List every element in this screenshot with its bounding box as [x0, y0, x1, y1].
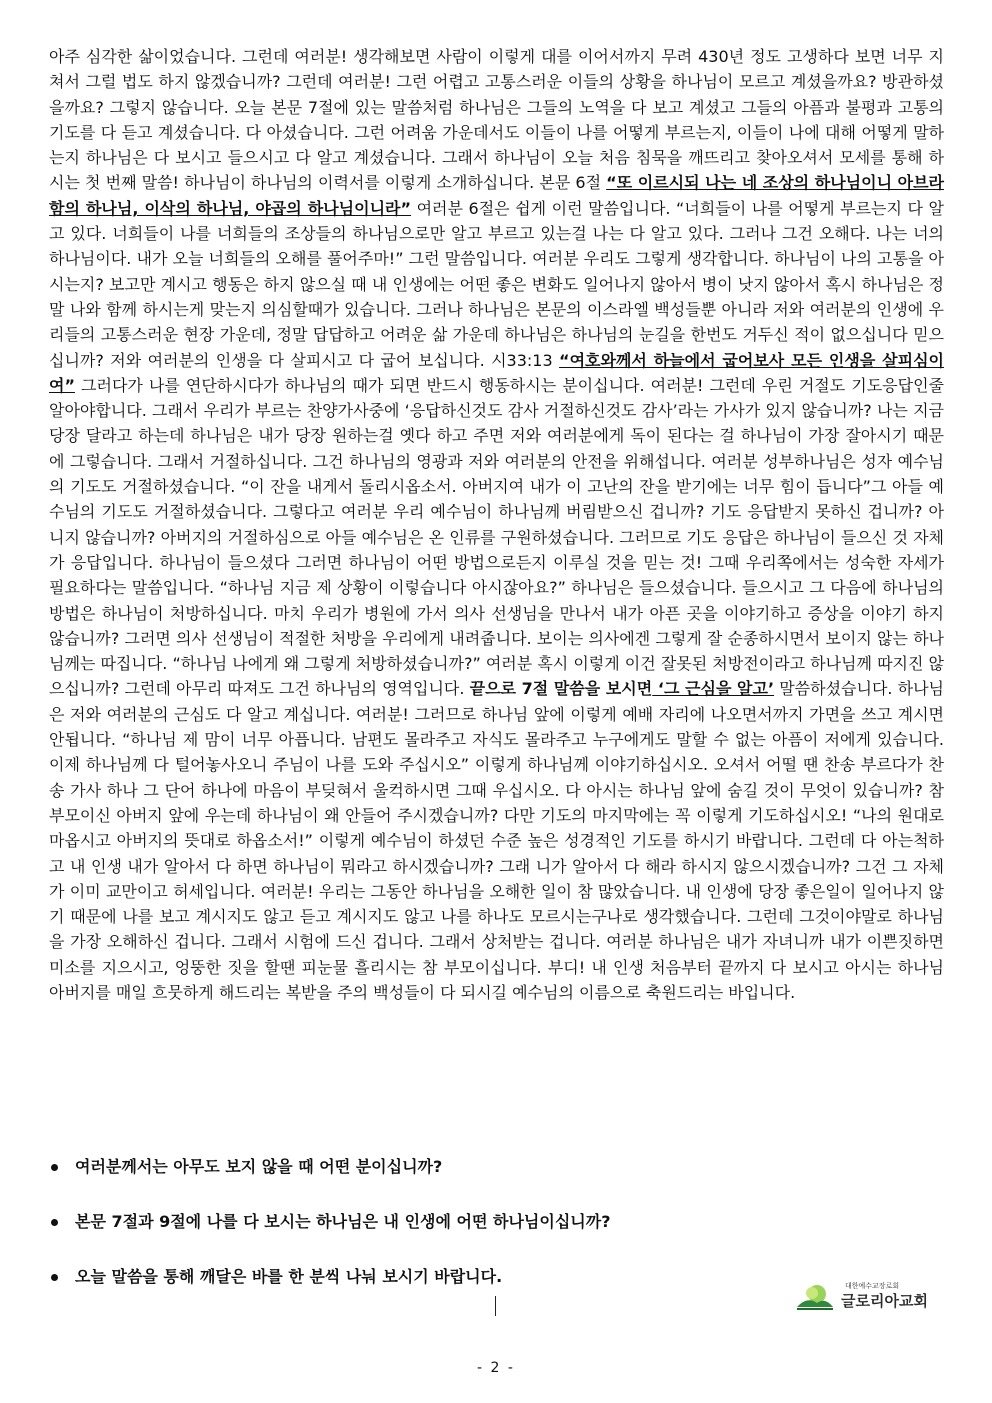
divider: [495, 1296, 496, 1316]
scripture-quote: “여호와께서 하늘에서 굽어보사 모든 인생을 살피심이여”: [49, 350, 944, 395]
church-name: 글로리아교회: [841, 1292, 928, 1310]
question-text: 본문 7절과 9절에 나를 다 보시는 하나님은 내 인생에 어떤 하나님이십니까?: [75, 1212, 611, 1231]
sermon-text: 여러분 6절은 쉽게 이런 말씀입니다. “너희들이 나를 어떻게 부르는지 다 알고 있다. 너희들이 나를 너희들의 조상들의 하나님으로만 알고 부르고 있는걸 나는 다 알고 있다. 그러나 그건 오해다. 나는 너의 하나님이다. 내가 오늘 너희들의 오해를 풀어주마!” 그런 말씀입니다. 여러분 우리도 그렇게 생각합니다. 하나님이 나의 고통을 아시는지? 보고만 계시고 행동은 하지 않으실 때 내 인생에는 어떤 좋은 변화도 일어나지 않아서 병이 낫지 않아서 혹시 하나님은 정말 나와 함께 하시는게 맞는지 의심할때가 있습니다. 그러나 하나님은 본문의 이스라엘 백성들뿐 아니라 저와 여러분의 인생에 우리들의 고통스러운 현장 가운데, 정말 답답하고 어려운 삶 가운데 하나님은 하나님의 눈길을 한번도 거두신 적이 없으십니다 믿으십니까? 저와 여러분의 인생을 다 살피시고 다 굽어 보십니다. 시33:13: [49, 198, 944, 370]
bullet-icon: [51, 1219, 58, 1226]
emphasis-text: 끝으로 7절 말씀을 보시면: [469, 679, 653, 699]
bullet-icon: [51, 1164, 58, 1171]
bullet-icon: [51, 1274, 58, 1281]
church-logo: [795, 1281, 935, 1315]
scripture-quote: “또 이르시되 나는 네 조상의 하나님이니 아브라함의 하나님, 이삭의 하나님, 야곱의 하나님이니라”: [49, 173, 944, 218]
sermon-text: 말씀하셨습니다. 하나님은 저와 여러분의 근심도 다 알고 계십니다. 여러분! 그러므로 하나님 앞에 이렇게 예배 자리에 나오면서까지 가면을 쓰고 계시면 안됩니다. “하나님 제 맘이 너무 아픕니다. 남편도 몰라주고 자식도 몰라주고 누구에게도 말할 수 없는 아픔이 저에게 있습니다. 이제 하나님께 다 털어놓사오니 주님이 나를 도와 주십시오” 이렇게 하나님께 이야기하십시오. 오셔서 어떨 땐 찬송 부르다가 찬송 가사 하나 그 단어 하나에 마음이 부딪혀서 울컥하시면 그때 우십시오. 다 아시는 하나님 앞에 숨길 것이 무엇이 있습니까? 참 부모이신 아버지 앞에 우는데 하나님이 왜 안들어 주시겠습니까? 다만 기도의 마지막에는 꼭 이렇게 기도하십시오! “나의 원대로 마옵시고 아버지의 뜻대로 하옵소서!” 이렇게 예수님이 하셨던 수준 높은 성경적인 기도를 하시기 바랍니다. 그런데 다 아는척하고 내 인생 내가 알아서 다 하면 하나님이 뭐라고 하시겠습니까? 그래 니가 알아서 다 해라 하시지 않으시겠습니까? 그건 그 자체가 이미 교만이고 허세입니다. 여러분! 우리는 그동안 하나님을 오해한 일이 참 많았습니다. 내 인생에 당장 좋은일이 일어나지 않기 때문에 나를 보고 계시지도 않고 듣고 계시지도 않고 나를 하나도 모르시는구나로 생각했습니다. 그런데 그것이야말로 하나님을 가장 오해하신 겁니다. 그래서 시험에 드신 겁니다. 그래서 상처받는 겁니다. 여러분 하나님은 내가 자녀니까 내가 이쁜짓하면 미소를 지으시고, 엉뚱한 짓을 할땐 피눈물 흘리시는 참 부모이십니다. 부디! 내 인생 처음부터 끝까지 다 보시고 아시는 하나님 아버지를 매일 흐뭇하게 해드리는 복받을 주의 백성들이 다 되시길 예수님의 이름으로 축원드리는 바입니다.: [49, 679, 945, 1002]
question-text: 오늘 말씀을 통해 깨달은 바를 한 분씩 나눠 보시기 바랍니다.: [75, 1267, 503, 1286]
sermon-text: 그러다가 나를 연단하시다가 하나님의 때가 되면 반드시 행동하시는 분이십니다. 여러분! 그런데 우린 거절도 기도응답인줄 알아야합니다. 그래서 우리가 부르는 찬양가사중에 ‘응답하신것도 감사 거절하신것도 감사’라는 가사가 있지 않습니까? 나는 지금 당장 달라고 하는데 하나님은 내가 당장 원하는걸 옛다 하고 주면 저와 여러분에게 독이 된다는 걸 하나님이 가장 잘아시기 때문에 그렇습니다. 그래서 거절하십니다. 그건 하나님의 영광과 저와 여러분의 안전을 위해섭니다. 여러분 성부하나님은 성자 예수님의 기도도 거절하셨습니다. “이 잔을 내게서 돌리시옵소서. 아버지여 내가 이 고난의 잔을 받기에는 너무 힘이 듭니다”그 아들 예수님의 기도도 거절하셨습니다. 그렇다고 여러분 우리 예수님이 하나님께 버림받으신 겁니까? 기도 응답받지 못하신 겁니까? 아니지 않습니까? 아버지의 거절하심으로 아들 예수님은 온 인류를 구원하셨습니다. 그러므로 기도 응답은 하나님이 들으신 것 자체가 응답입니다. 하나님이 들으셨다 그러면 하나님이 어떤 방법으로든지 이루실 것을 믿는 것! 그때 우리쪽에서는 성숙한 자세가 필요하다는 말씀입니다. “하나님 지금 제 상황이 이렇습니다 아시잖아요?” 하나님은 들으셨습니다. 들으시고 그 다음에 하나님의 방법은 하나님이 처방하십니다. 마치 우리가 병원에 가서 의사 선생님을 만나서 내가 아픈 곳을 이야기하고 증상을 이야기 하지 않습니까? 그러면 의사 선생님이 적절한 처방을 우리에게 내려줍니다. 보이는 의사에겐 그렇게 잘 순종하시면서 보이지 않는 하나님께는 따집니다. “하나님 나에게 왜 그렇게 처방하셨습니까?” 여러분 혹시 이렇게 이건 잘못된 처방전이라고 하나님께 따지진 않으십니까? 그런데 아무리 따져도 그건 하나님의 영역입니다.: [49, 375, 944, 699]
question-item: [49, 1155, 944, 1191]
sermon-body: [49, 44, 944, 1005]
denomination-label: 대한예수교장로회: [845, 1282, 900, 1290]
church-logo-icon: [795, 1283, 835, 1311]
sermon-text: 아주 심각한 삶이었습니다. 그런데 여러분! 생각해보면 사람이 이렇게 대를 이어서까지 무려 430년 정도 고생하다 보면 너무 지쳐서 그럴 법도 하지 않겠습니까? 그런데 여러분! 그런 어렵고 고통스러운 이들의 상황을 하나님이 모르고 계셨을까요? 방관하셨을까요? 그렇지 않습니다. 오늘 본문 7절에 있는 말씀처럼 하나님은 그들의 노역을 다 보고 계셨고 그들의 아픔과 불평과 고통의 기도를 다 듣고 계셨습니다. 다 아셨습니다. 그런 어려움 가운데서도 이들이 나를 어떻게 부르는지, 이들이 나에 대해 어떻게 말하는지 하나님은 다 보시고 들으시고 다 알고 계셨습니다. 그래서 하나님이 오늘 처음 침묵을 깨뜨리고 찾아오셔서 모세를 통해 하시는 첫 번째 말씀! 하나님이 하나님의 이력서를 이렇게 소개하십니다. 본문 6절: [49, 47, 944, 193]
question-item: [49, 1210, 944, 1246]
scripture-quote: ‘그 근심을 알고’: [652, 679, 775, 699]
page-number: - 2 -: [477, 1360, 515, 1376]
question-text: 여러분께서는 아무도 보지 않을 때 어떤 분이십니까?: [75, 1157, 443, 1176]
